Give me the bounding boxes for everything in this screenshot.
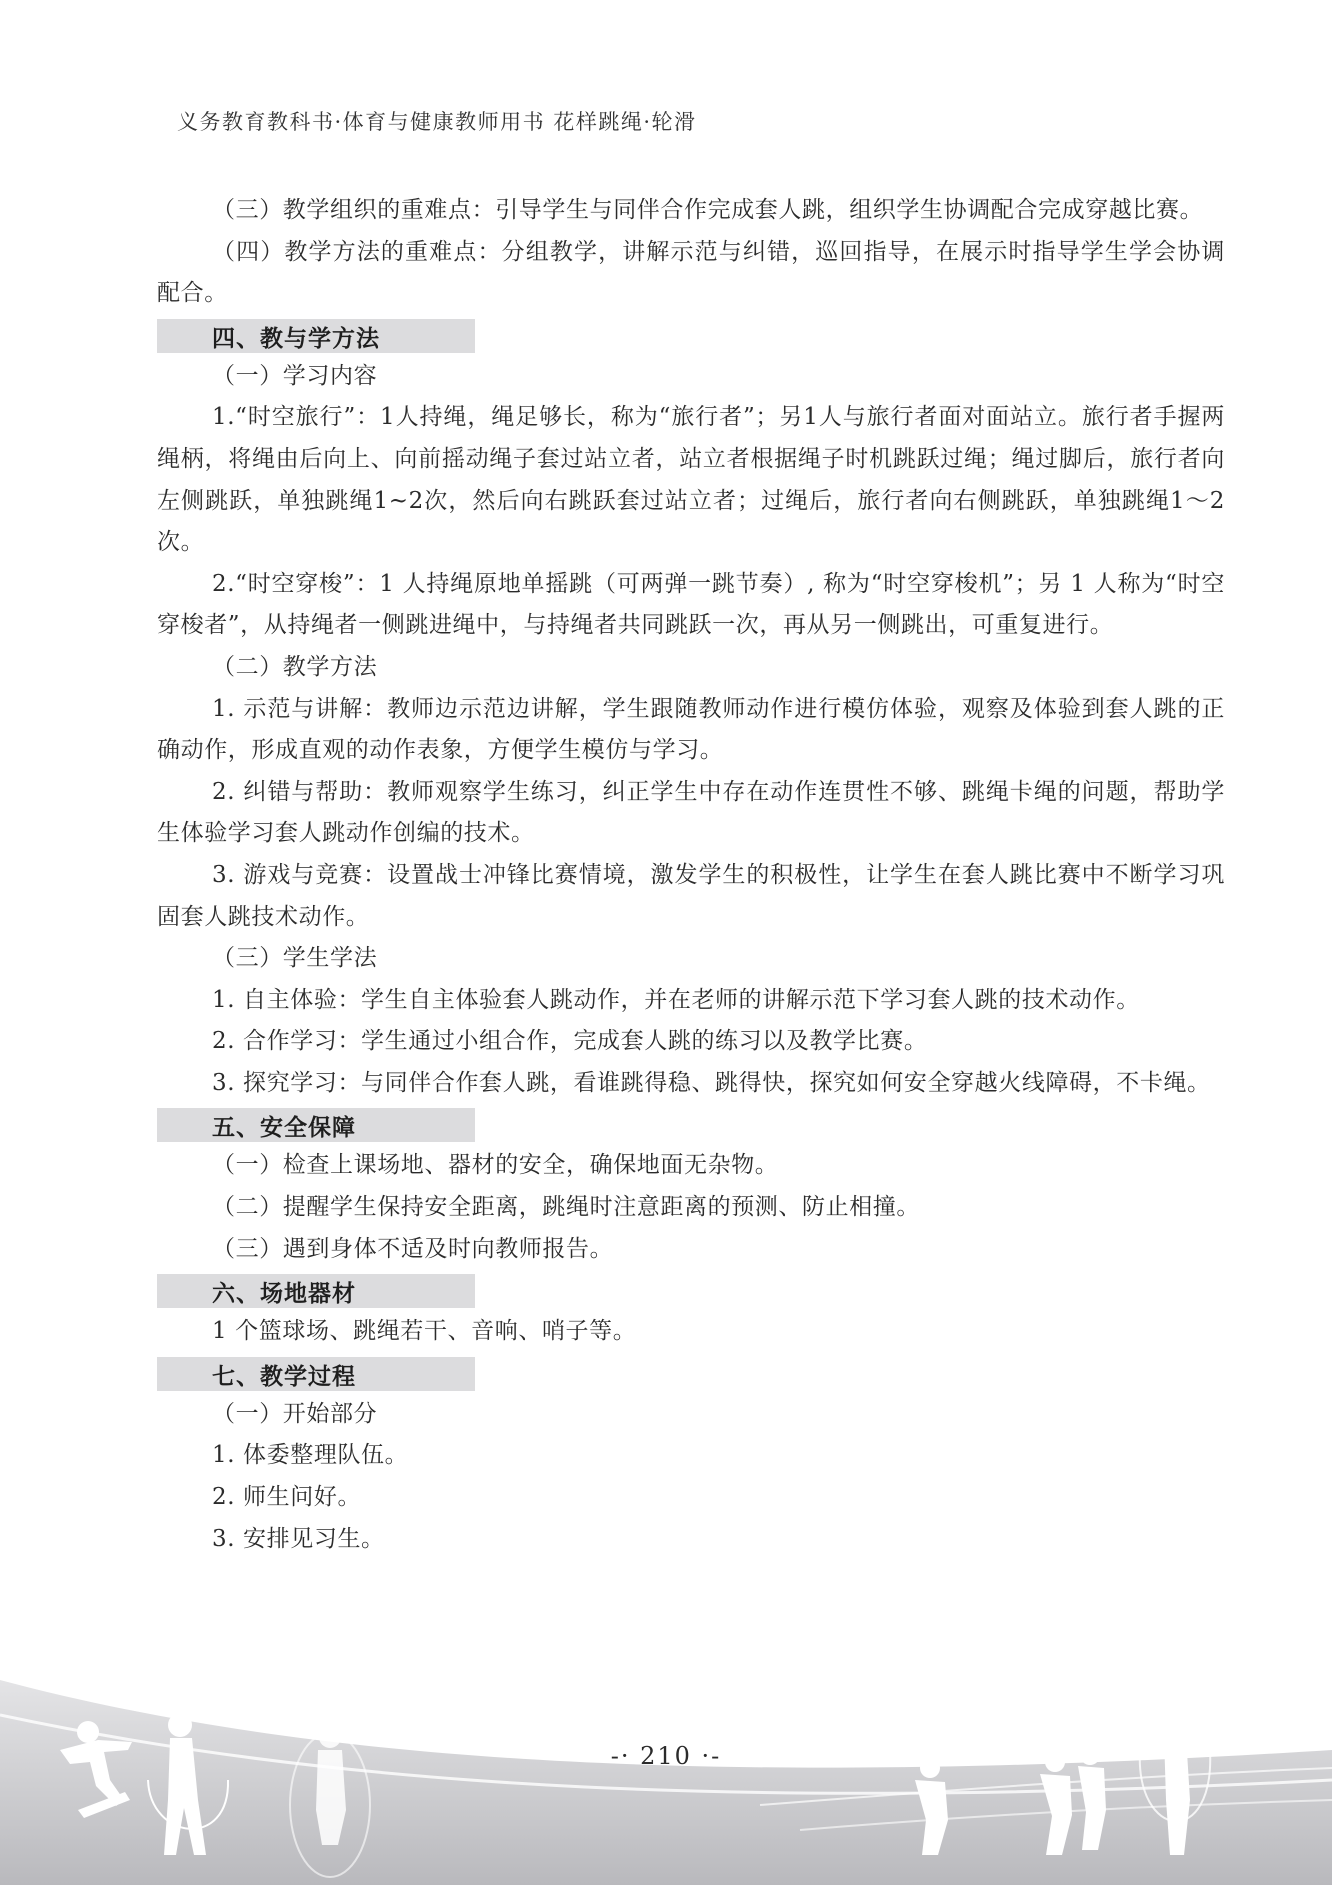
paragraph: （三）教学组织的重难点：引导学生与同伴合作完成套人跳，组织学生协调配合完成穿越比赛。 xyxy=(212,197,1204,223)
paragraph: 2. 纠错与帮助：教师观察学生练习，纠正学生中存在动作连贯性不够、跳绳卡绳的问题，帮助学生体验学习套人跳动作创编的技术。 xyxy=(157,778,1225,847)
paragraph: （二）提醒学生保持安全距离，跳绳时注意距离的预测、防止相撞。 xyxy=(212,1194,920,1221)
running-header: 义务教育教科书·体育与健康教师用书 花样跳绳·轮滑 xyxy=(177,110,697,134)
paragraph: 2. 师生问好。 xyxy=(212,1484,362,1511)
paragraph: 2.“时空穿梭”：1 人持绳原地单摇跳（可两弹一跳节奏）, 称为“时空穿梭机”；另 1 人称为“时空穿梭者”，从持绳者一侧跳进绳中，与持绳者共同跳跃一次，再从另一侧跳出，可重复进行。 xyxy=(157,570,1225,639)
paragraph: （一）学习内容 xyxy=(212,362,378,389)
paragraph: 1 个篮球场、跳绳若干、音响、哨子等。 xyxy=(212,1318,637,1345)
paragraph: （一）开始部分 xyxy=(212,1400,378,1427)
paragraph: 3. 探究学习：与同伴合作套人跳，看谁跳得稳、跳得快，探究如何安全穿越火线障碍，不卡绳。 xyxy=(212,1069,1211,1096)
paragraph: （一）检查上课场地、器材的安全，确保地面无杂物。 xyxy=(212,1152,779,1179)
paragraph: （二）教学方法 xyxy=(212,653,378,680)
paragraph: （三）学生学法 xyxy=(212,945,378,972)
paragraph: （四）教学方法的重难点：分组教学，讲解示范与纠错，巡回指导，在展示时指导学生学会协调配合。 xyxy=(157,238,1225,307)
paragraph: （三）遇到身体不适及时向教师报告。 xyxy=(212,1235,614,1262)
paragraph: 1.“时空旅行”：1人持绳，绳足够长，称为“旅行者”；另1人与旅行者面对面站立。旅行者手握两绳柄，将绳由后向上、向前摇动绳子套过站立者，站立者根据绳子时机跳跃过绳；绳过脚后，旅行者向左侧跳跃，单独跳绳1~2次，然后向右跳跃套过站立者；过绳后，旅行者向右侧跳跃，单独跳绳1～2次。 xyxy=(157,404,1225,556)
page-number: -· 210 ·- xyxy=(610,1742,722,1770)
section-heading xyxy=(157,319,475,353)
section-heading xyxy=(157,1108,475,1142)
page-body xyxy=(157,190,1225,1560)
paragraph: 1. 示范与讲解：教师边示范边讲解，学生跟随教师动作进行模仿体验，观察及体验到套人跳的正确动作，形成直观的动作表象，方便学生模仿与学习。 xyxy=(157,695,1225,764)
paragraph: 1. 自主体验：学生自主体验套人跳动作，并在老师的讲解示范下学习套人跳的技术动作。 xyxy=(212,986,1140,1013)
paragraph: 2. 合作学习：学生通过小组合作，完成套人跳的练习以及教学比赛。 xyxy=(212,1028,928,1055)
paragraph: 1. 体委整理队伍。 xyxy=(212,1442,409,1469)
section-heading xyxy=(157,1357,475,1391)
paragraph: 3. 游戏与竞赛：设置战士冲锋比赛情境，激发学生的积极性，让学生在套人跳比赛中不断学习巩固套人跳技术动作。 xyxy=(157,861,1225,930)
section-heading-text: 七、教学过程 xyxy=(212,1363,356,1390)
paragraph: 3. 安排见习生。 xyxy=(212,1525,385,1552)
section-heading xyxy=(157,1274,475,1308)
section-heading-text: 五、安全保障 xyxy=(212,1115,356,1142)
section-heading-text: 四、教与学方法 xyxy=(212,325,380,352)
section-heading-text: 六、场地器材 xyxy=(212,1281,356,1308)
